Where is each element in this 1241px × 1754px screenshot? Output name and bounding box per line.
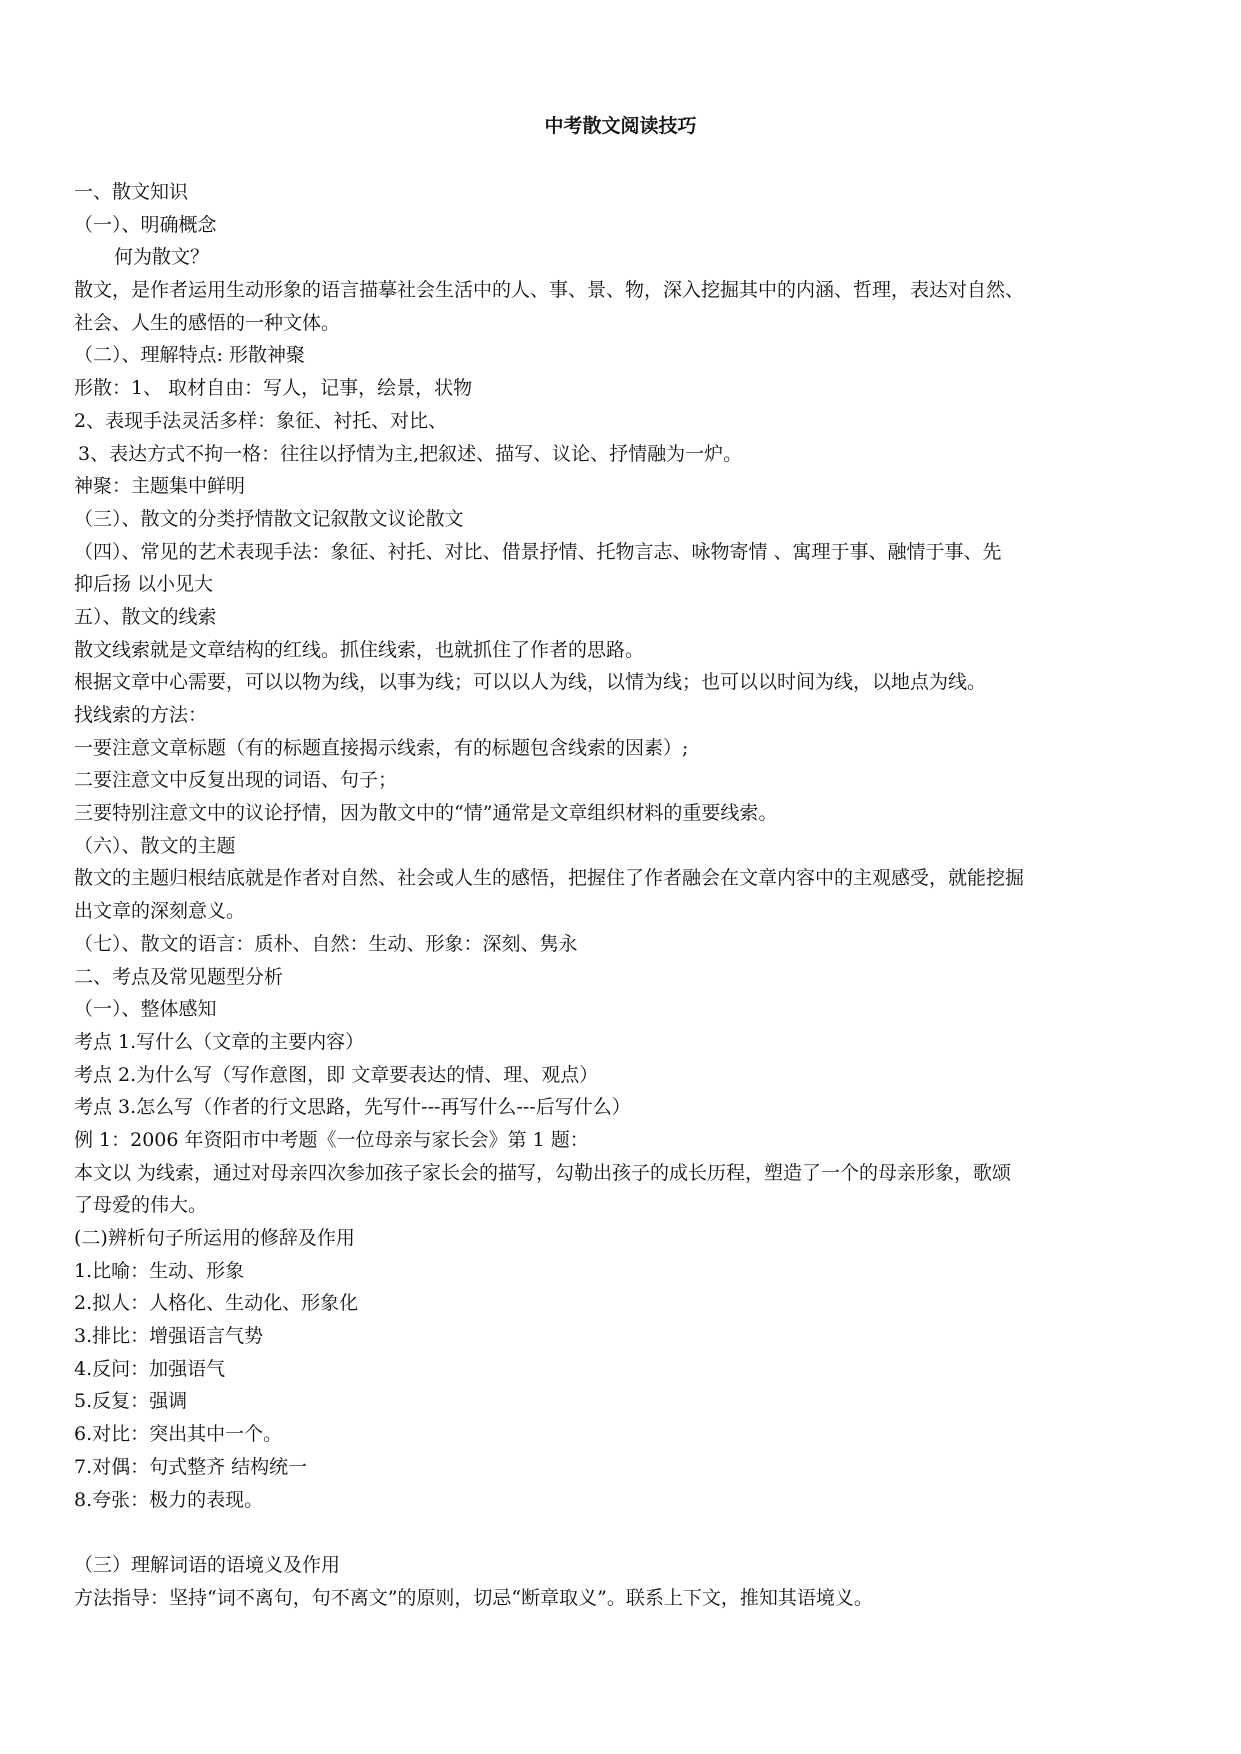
list-item: 6.对比：突出其中一个。 <box>74 1423 283 1446</box>
text-line: 三要特别注意文中的议论抒情，因为散文中的“情”通常是文章组织材料的重要线索。 <box>74 802 778 825</box>
text-line: 何为散文？ <box>114 246 210 269</box>
subsection-heading: （三）、散文的分类抒情散文记叙散文议论散文 <box>74 507 464 530</box>
text-line: 考点 1.写什么（文章的主要内容） <box>74 1030 365 1053</box>
subsection-heading: （二）、理解特点: 形散神聚 <box>74 344 305 367</box>
list-item: 5.反复：强调 <box>74 1390 188 1413</box>
text-line: 散文的主题归根结底就是作者对自然、社会或人生的感悟，把握住了作者融会在文章内容中的主观感受，就能挖掘 <box>74 867 1025 890</box>
text-line: 了母爱的伟大。 <box>74 1194 208 1217</box>
list-item: 7.对偶：句式整齐 结构统一 <box>74 1455 308 1478</box>
text-line: 例 1：2006 年资阳市中考题《一位母亲与家长会》第 1 题： <box>74 1128 589 1151</box>
text-line: 一要注意文章标题（有的标题直接揭示线索，有的标题包含线索的因素）; <box>74 736 689 759</box>
list-item: 8.夸张：极力的表现。 <box>74 1488 264 1511</box>
text-line: 抑后扬 以小见大 <box>74 573 214 596</box>
document-body <box>74 176 1174 1614</box>
text-line: 考点 2.为什么写（写作意图，即 文章要表达的情、理、观点） <box>74 1063 599 1086</box>
text-line: 形散：1、 取材自由：写人，记事，绘景，状物 <box>74 377 473 400</box>
text-line: 出文章的深刻意义。 <box>74 900 246 923</box>
list-item: 2.拟人：人格化、生动化、形象化 <box>74 1292 359 1315</box>
text-line: 2、表现手法灵活多样：象征、衬托、对比、 <box>74 409 448 432</box>
list-item: 1.比喻：生动、形象 <box>74 1259 245 1282</box>
subsection-heading: （七）、散文的语言：质朴、自然：生动、形象：深刻、隽永 <box>74 932 578 955</box>
text-line: 3、表达方式不拘一格：往往以抒情为主,把叙述、描写、议论、抒情融为一炉。 <box>78 442 743 465</box>
text-line: 社会、人生的感悟的一种文体。 <box>74 311 341 334</box>
text-line: 散文，是作者运用生动形象的语言描摹社会生活中的人、事、景、物，深入挖掘其中的内涵、哲理，表达对自然、 <box>74 279 1025 302</box>
text-line: 散文线索就是文章结构的红线。抓住线索，也就抓住了作者的思路。 <box>74 638 645 661</box>
document-title: 中考散文阅读技巧 <box>544 115 697 137</box>
subsection-heading: （三）理解词语的语境义及作用 <box>74 1553 341 1576</box>
text-line: 找线索的方法： <box>74 704 208 726</box>
section-heading: 一、散文知识 <box>74 181 189 203</box>
text-line: 根据文章中心需要，可以以物为线，以事为线；可以以人为线，以情为线；也可以以时间为线，以地点为线。 <box>74 671 987 694</box>
subsection-heading: 五）、散文的线索 <box>74 605 217 628</box>
text-line: 二要注意文中反复出现的词语、句子； <box>74 769 398 792</box>
list-item: 3.排比：增强语言气势 <box>74 1325 264 1348</box>
text-line: 考点 3.怎么写（作者的行文思路，先写什---再写什么---后写什么） <box>74 1096 631 1119</box>
subsection-heading: （一）、明确概念 <box>74 213 217 236</box>
subsection-heading: （四）、常见的艺术表现手法：象征、衬托、对比、借景抒情、托物言志、咏物寄情 、寓理于事、融情于事、先 <box>74 540 1002 563</box>
list-item: 4.反问：加强语气 <box>74 1357 226 1380</box>
subsection-heading: （六）、散文的主题 <box>74 834 236 857</box>
text-line: 方法指导：坚持“词不离句，句不离文”的原则，切忌“断章取义”。联系上下文，推知其语境义。 <box>74 1586 873 1609</box>
blank-line <box>74 1516 1174 1549</box>
subsection-heading: （一）、整体感知 <box>74 998 217 1021</box>
section-heading: 二、考点及常见题型分析 <box>74 965 284 988</box>
text-line: 本文以 为线索，通过对母亲四次参加孩子家长会的描写，勾勒出孩子的成长历程，塑造了一个的母亲形象，歌颂 <box>74 1161 1012 1184</box>
text-line: 神聚：主题集中鲜明 <box>74 475 246 498</box>
subsection-heading: (二)辨析句子所运用的修辞及作用 <box>74 1227 355 1249</box>
